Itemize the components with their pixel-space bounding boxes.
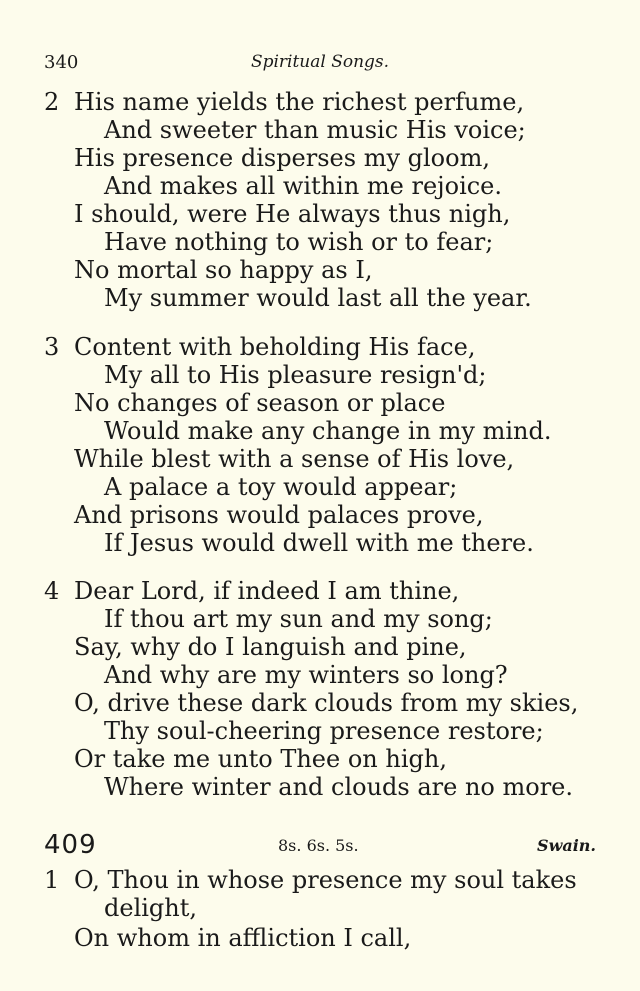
verse-line: No changes of season or place (74, 389, 446, 417)
verse-line: On whom in affliction I call, (74, 924, 412, 952)
verse-line: Say, why do I languish and pine, (74, 633, 467, 661)
verse-line: If thou art my sun and my song; (104, 605, 493, 633)
verse-line: And why are my winters so long? (104, 661, 508, 689)
hymn-tune: Swain. (537, 836, 596, 855)
page-header (0, 52, 640, 76)
verse-line: O, Thou in whose presence my soul takes (74, 866, 577, 894)
hymn-heading (0, 830, 640, 860)
verse-line: Where winter and clouds are no more. (104, 773, 574, 801)
verse-line: A palace a toy would appear; (104, 473, 458, 501)
verse-line: No mortal so happy as I, (74, 256, 373, 284)
verse-number: 2 (44, 88, 60, 116)
verse-line: Have nothing to wish or to fear; (104, 228, 494, 256)
verse-line: His name yields the richest perfume, (74, 88, 525, 116)
verse-line: Thy soul-cheering presence restore; (104, 717, 544, 745)
verse-line: And sweeter than music His voice; (104, 116, 526, 144)
verse-line: Would make any change in my mind. (104, 417, 552, 445)
verse-line: O, drive these dark clouds from my skies, (74, 689, 579, 717)
verse-number: 3 (44, 333, 60, 361)
verse-line: Or take me unto Thee on high, (74, 745, 447, 773)
hymn-meter: 8s. 6s. 5s. (278, 836, 359, 855)
verse-line: My all to His pleasure resign'd; (104, 361, 487, 389)
verse-line: delight, (104, 894, 198, 922)
running-title: Spiritual Songs. (250, 52, 390, 72)
verse-number: 4 (44, 577, 60, 605)
verse-line: If Jesus would dwell with me there. (104, 529, 534, 557)
verse-number: 1 (44, 866, 60, 894)
verse-line: While blest with a sense of His love, (74, 445, 515, 473)
verse-line: Content with beholding His face, (74, 333, 476, 361)
verse-line: Dear Lord, if indeed I am thine, (74, 577, 460, 605)
verse-line: I should, were He always thus nigh, (74, 200, 511, 228)
verse-line: And makes all within me rejoice. (104, 172, 503, 200)
verse-line: My summer would last all the year. (104, 284, 532, 312)
hymn-number: 409 (44, 830, 97, 860)
page-number: 340 (44, 52, 79, 73)
verse-line: And prisons would palaces prove, (74, 501, 484, 529)
verse-line: His presence disperses my gloom, (74, 144, 490, 172)
